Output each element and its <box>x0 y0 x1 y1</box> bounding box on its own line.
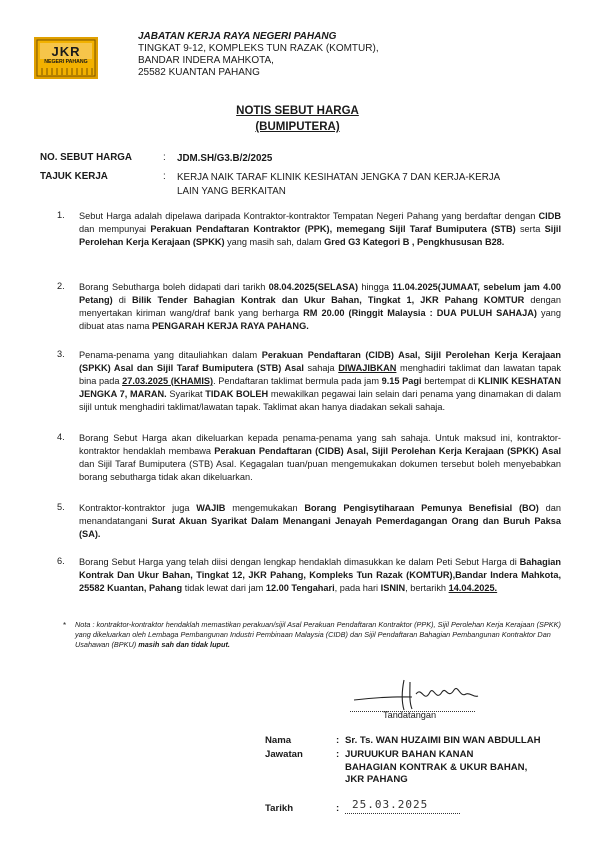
note-text-a: Nota : kontraktor-kontraktor hendaklah memastikan perakuan/sijil Asal Perakuan Pendaftaran Kontraktor (PPK), Sijil Perolehan Kerja Kerajaan (SPKK) yang dikeluarkan oleh Lembaga Pembangunan Industri Pembinaan Malaysia (CIDB) dan Sijil Pendaftaran Bahagian Pembangunan Kontraktor Dan Usahawan (BPKU) <box>75 620 561 649</box>
para-6-number: 6. <box>57 556 65 566</box>
para-3-number: 3. <box>57 349 65 359</box>
p5-text-a: Kontraktor-kontraktor juga <box>79 503 197 513</box>
p1-text-d: Perakuan Pendaftaran Kontraktor (PPK), memegang Sijil Taraf Bumiputera (STB) <box>150 224 516 234</box>
org-name: JABATAN KERJA RAYA NEGERI PAHANG <box>138 31 337 42</box>
p2-text-g: dengan menyertakan kiriman wang/draf bank yang berharga <box>79 295 561 318</box>
work-title-line-2: LAIN YANG BERKAITAN <box>177 186 286 197</box>
name-colon: : <box>336 735 340 746</box>
p3-text-a: Penama-penama yang ditauliahkan dalam <box>79 350 262 360</box>
p6-text-g: , bertarikh <box>405 583 449 593</box>
p2-text-f: Bilik Tender Bahagian Kontrak dan Ukur Bahan, Tingkat 1, JKR Pahang KOMTUR <box>132 295 525 305</box>
p3-text-c: sahaja <box>303 363 339 373</box>
p2-text-a: Borang Sebutharga boleh didapati dari tarikh <box>79 282 269 292</box>
p4-text-b: Perakuan Pendaftaran (CIDB) Asal, Sijil Perolehan Kerja Kerajaan (SPKK) Asal <box>214 446 561 456</box>
signature-label: Tandatangan <box>383 710 437 720</box>
p3-text-j: KLINIK KESHATAN JENGKA 7, MARAN. <box>79 376 561 399</box>
para-5 <box>79 502 561 541</box>
p2-text-j: PENGARAH KERJA RAYA PAHANG. <box>152 321 309 331</box>
p6-text-b: Bahagian Kontrak Dan Ukur Bahan, Tingkat 12, JKR Pahang, Kompleks Tun Razak (KOMTUR),Bandar Indera Mahkota, 25582 Kuantan, Pahang <box>79 557 561 593</box>
p3-text-m: mewakilkan pegawai lain selain dari penama yang dinamakan di dalam sijil untuk menghadiri taklimat/lawatan tapak. Taklimat akan hanya diadakan sekali sahaja. <box>79 389 562 412</box>
date-label: Tarikh <box>265 803 294 814</box>
para-4-number: 4. <box>57 432 65 442</box>
p1-text-g: yang masih sah, dalam <box>224 237 325 247</box>
p2-text-d: 11.04.2025(JUMAAT, sebelum jam 4.00 Petang) <box>79 282 561 305</box>
note-bullet: * <box>63 621 67 630</box>
position-label: Jawatan <box>265 749 303 760</box>
para-2-number: 2. <box>57 281 65 291</box>
p6-text-e: , pada hari <box>334 583 381 593</box>
work-title-colon: : <box>163 171 166 182</box>
date-line <box>345 813 460 814</box>
p3-text-g: . Pendaftaran taklimat bermula pada jam <box>213 376 382 386</box>
para-4 <box>79 432 561 484</box>
p6-text-c: tidak lewat dari jam <box>182 583 266 593</box>
p1-text-b: CIDB <box>538 211 561 221</box>
p2-text-c: hingga <box>358 282 393 292</box>
position-line-2: BAHAGIAN KONTRAK & UKUR BAHAN, <box>345 761 528 773</box>
name-value: Sr. Ts. WAN HUZAIMI BIN WAN ABDULLAH <box>345 735 541 746</box>
p6-text-d: 12.00 Tengahari <box>265 583 335 593</box>
p2-text-i: yang dibuat atas nama <box>79 308 561 331</box>
p5-text-e: dan menandatangani <box>79 503 562 526</box>
p1-text-f: Sijil Perolehan Kerja Kerajaan (SPKK) <box>79 224 561 247</box>
p3-text-d: DIWAJIBKAN <box>338 363 397 373</box>
p4-text-c: dan Sijil Taraf Bumiputera (STB) Asal. Kegagalan tuan/puan mengemukakan dokumen tersebut boleh menyebabkan borang sebutharga tidak akan dikeluarkan. <box>79 459 561 482</box>
p1-text-e: serta <box>515 224 545 234</box>
p5-text-b: WAJIB <box>196 503 226 513</box>
work-title-value <box>177 171 500 198</box>
p3-text-e: menghadiri taklimat dan lawatan tapak bina pada <box>79 363 562 386</box>
p1-text-c: dan mempunyai <box>79 224 151 234</box>
name-label: Nama <box>265 735 292 746</box>
p2-text-h: RM 20.00 (Ringgit Malaysia : DUA PULUH SAHAJA) <box>303 308 537 318</box>
position-line-1: JURUUKUR BAHAN KANAN <box>345 749 474 760</box>
position-line-3: JKR PAHANG <box>345 774 408 785</box>
quotation-no-colon: : <box>163 152 166 163</box>
quotation-no-value: JDM.SH/G3.B/2/2025 <box>177 153 273 164</box>
quotation-no-label: NO. SEBUT HARGA <box>40 152 132 163</box>
para-2 <box>79 281 561 333</box>
note-text-b: masih sah dan tidak luput. <box>138 640 230 649</box>
position-colon: : <box>336 749 340 760</box>
para-5-number: 5. <box>57 502 65 512</box>
p2-text-b: 08.04.2025(SELASA) <box>268 282 359 292</box>
work-title-label: TAJUK KERJA <box>40 171 108 182</box>
notice-title: NOTIS SEBUT HARGA <box>236 105 359 117</box>
p3-text-b: Perakuan Pendaftaran (CIDB) Asal, Sijil Perolehan Kerja Kerajaan (SPKK) Asal dan Sijil Taraf Bumiputera (STB) Asal <box>79 350 561 373</box>
p5-text-c: mengemukakan <box>225 503 305 513</box>
para-3 <box>79 349 561 414</box>
handwritten-signature <box>352 676 482 712</box>
jkr-logo <box>34 37 98 79</box>
p5-text-d: Borang Pengisytiharaan Pemunya Benefisial (BO) <box>304 503 539 513</box>
address-line-1: TINGKAT 9-12, KOMPLEKS TUN RAZAK (KOMTUR), <box>138 43 379 54</box>
para-1 <box>79 210 561 249</box>
p3-text-f: 27.03.2025 (KHAMIS) <box>122 376 214 386</box>
p4-text-a: Borang Sebut Harga akan dikeluarkan kepada penama-penama yang sah sahaja. Untuk maksud ini, kontraktor-kontraktor hendaklah membawa <box>79 433 561 456</box>
note-text <box>75 620 565 650</box>
p3-text-h: 9.15 Pagi <box>381 376 422 386</box>
logo-main-text: JKR <box>51 44 81 59</box>
notice-subtitle: (BUMIPUTERA) <box>255 121 340 133</box>
para-1-number: 1. <box>57 210 65 220</box>
p3-text-l: TIDAK BOLEH <box>205 389 269 399</box>
para-6 <box>79 556 561 595</box>
address-line-3: 25582 KUANTAN PAHANG <box>138 67 260 78</box>
logo-sub-text: NEGERI PAHANG <box>44 59 88 65</box>
position-value <box>345 749 527 787</box>
date-value: 25.03.2025 <box>352 798 429 811</box>
letterhead <box>138 31 379 79</box>
p1-text-a: Sebut Harga adalah dipelawa daripada Kontraktor-kontraktor Tempatan Negeri Pahang yang berdaftar dengan <box>79 211 539 221</box>
p6-text-a: Borang Sebut Harga yang telah diisi dengan lengkap hendaklah dimasukkan ke dalam Peti Sebut Harga di <box>79 557 520 567</box>
p3-text-i: bertempat di <box>421 376 479 386</box>
address-line-2: BANDAR INDERA MAHKOTA, <box>138 55 274 66</box>
p1-text-h: Gred G3 Kategori B , Pengkhususan B28. <box>324 237 505 247</box>
date-colon: : <box>336 803 340 814</box>
work-title-line-1: KERJA NAIK TARAF KLINIK KESIHATAN JENGKA 7 DAN KERJA-KERJA <box>177 172 501 183</box>
p6-text-f: ISNIN <box>380 583 406 593</box>
p6-text-h: 14.04.2025. <box>448 583 498 593</box>
p2-text-e: di <box>112 295 133 305</box>
p3-text-k: Syarikat <box>166 389 206 399</box>
p5-text-f: Surat Akuan Syarikat Dalam Menangani Jenayah Pemerdagangan Orang dan Buruh Paksa (SA). <box>79 516 561 539</box>
